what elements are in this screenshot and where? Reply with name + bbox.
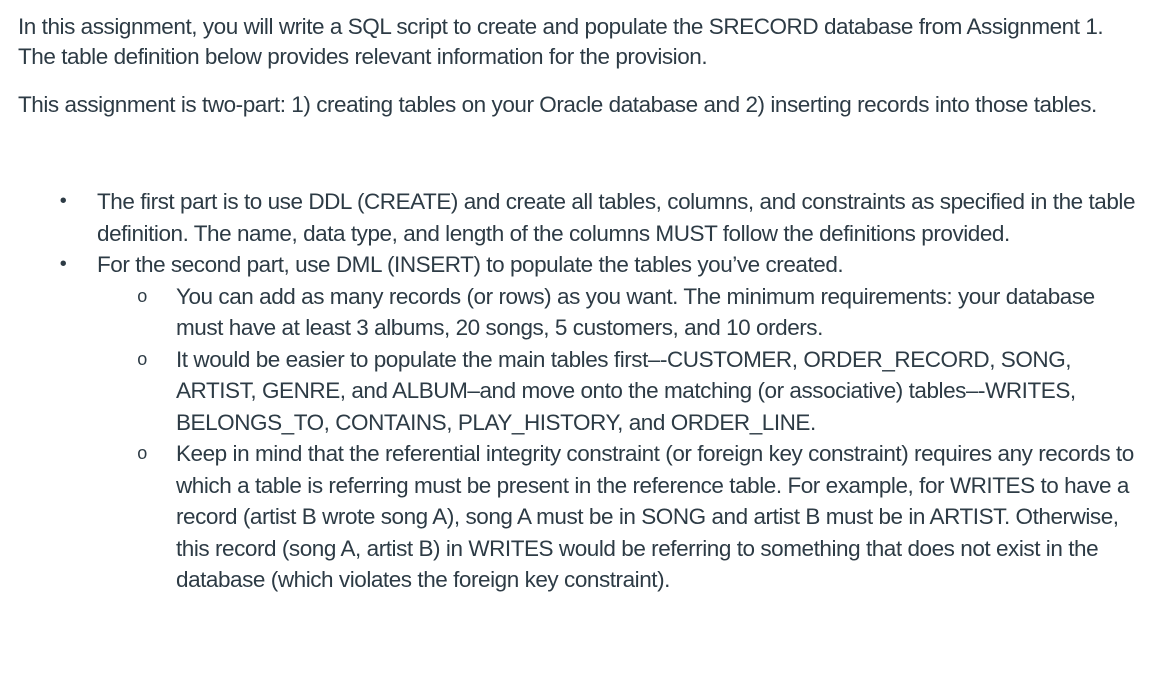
sub-list-item-population-order [18, 344, 1138, 439]
requirements-list [18, 186, 1138, 596]
list-item-text: The first part is to use DDL (CREATE) and create all tables, columns, and constraints as specified in the table definition. The name, data type, and length of the columns MUST follow the definitions provided. [97, 189, 1136, 246]
sub-list-item-text: You can add as many records (or rows) as you want. The minimum requirements: your database must have at least 3 albums, 20 songs, 5 customers, and 10 orders. [176, 283, 1095, 340]
sub-list [97, 281, 1138, 596]
list-item-text: For the second part, use DML (INSERT) to populate the tables you’ve created. [97, 252, 844, 277]
sub-list-item-text: Keep in mind that the referential integrity constraint (or foreign key constraint) requires any records to which a table is referring must be present in the reference table. For example, for WRITES to have a record (artist B wrote song A), song A must be in SONG and artist B must be in ARTIST. Otherwise, this record (song A, artist B) in WRITES would be referring to something that does not exist in the database (which violates the foreign key constraint). [176, 441, 1134, 592]
circle-bullet-icon: o [137, 285, 147, 306]
bullet-icon: • [59, 253, 67, 275]
list-item-part-two [18, 249, 1138, 596]
sub-list-item-referential-integrity [18, 438, 1138, 596]
intro-paragraph-1: In this assignment, you will write a SQL script to create and populate the SRECORD database from Assignment 1. The table definition below provides relevant information for the provision. [18, 14, 1104, 69]
circle-bullet-icon: o [137, 348, 147, 369]
sub-list-item-minimum-requirements [18, 281, 1138, 344]
list-item-part-one [18, 186, 1138, 249]
assignment-document [18, 12, 1138, 592]
bullet-icon: • [59, 190, 67, 212]
sub-list-item-text: It would be easier to populate the main tables first–-CUSTOMER, ORDER_RECORD, SONG, ARTIST, GENRE, and ALBUM–and move onto the matching (or associative) tables–-WRITES, BELONGS_TO, CONTAINS, PLAY_HISTORY, and ORDER_LINE. [176, 346, 1076, 435]
circle-bullet-icon: o [137, 443, 147, 463]
intro-paragraph-2: This assignment is two-part: 1) creating tables on your Oracle database and 2) inserting records into those tables. [18, 92, 1097, 117]
